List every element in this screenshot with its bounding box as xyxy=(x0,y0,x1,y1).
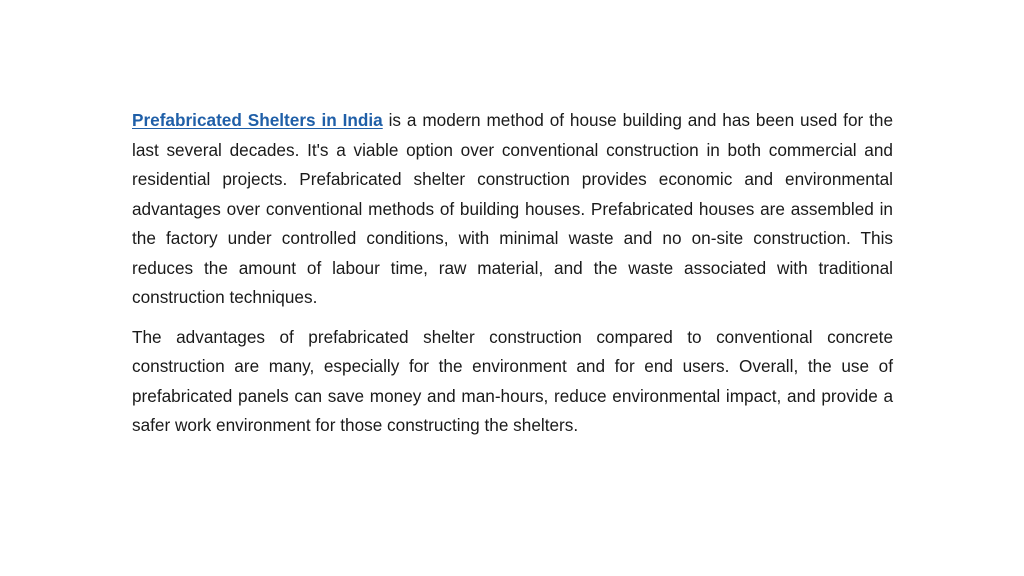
prefabricated-shelters-link[interactable]: Prefabricated Shelters in India xyxy=(132,110,383,130)
document-body xyxy=(132,106,893,441)
paragraph-intro xyxy=(132,106,893,313)
paragraph-advantages-text: The advantages of prefabricated shelter construction compared to conventional concrete construction are many, especially for the environment and for end users. Overall, the use of prefabricated panels can save money and man-hours, reduce environmental impact, and provide a safer work environment for those constructing the shelters. xyxy=(132,326,893,435)
paragraph-advantages xyxy=(132,323,893,441)
paragraph-intro-text: is a modern method of house building and has been used for the last several decades. It's a viable option over conventional construction in both commercial and residential projects. Prefabricated shelter construction provides economic and environmental advantages over conventional methods of building houses. Prefabricated houses are assembled in the factory under controlled conditions, with minimal waste and no on-site construction. This reduces the amount of labour time, raw material, and the waste associated with traditional construction techniques. xyxy=(132,110,894,307)
